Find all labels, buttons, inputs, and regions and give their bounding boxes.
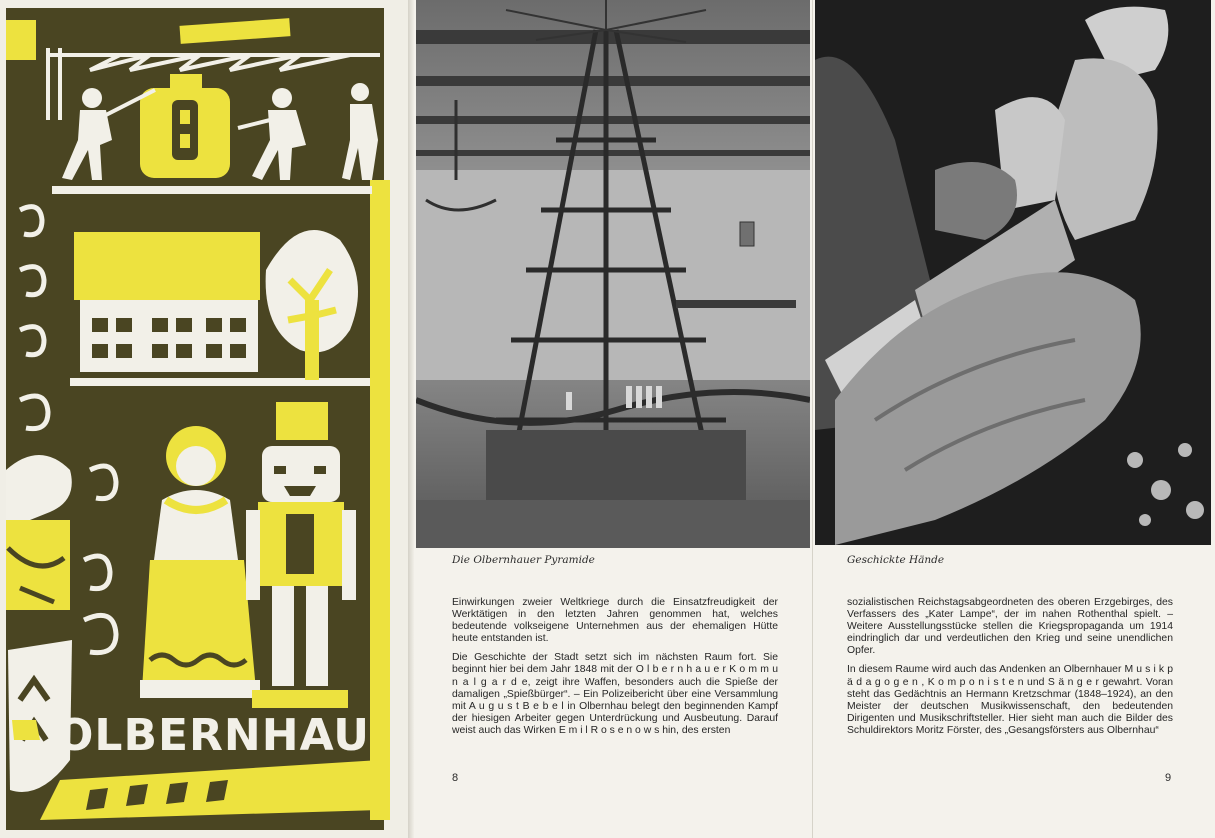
paragraph: Die Geschichte der Stadt setzt sich im nächsten Raum fort. Sie beginnt hier bei dem Jahr 1848 mit der O l b e r n h a u e r K o m m u n a l g a r d e, zeigt ihre Waffen, besonders auch die Spieße der damaligen „Spießbürger“. – Ein Polizeibericht über eine Versammlung mit A u g u s t B e b e l in Olbernhau belegt den beginnenden Kampf der hiesigen Arbeiter gegen Unterdrückung und Ausbeutung. Darauf weist auch das Wirken E m i l R o s e n o w s hin, des ersten [452, 652, 778, 736]
photo-caption-hands: Geschickte Hände [847, 554, 945, 566]
cover-title: OLBERNHAU [56, 710, 370, 761]
page-number: 9 [1165, 772, 1172, 784]
right-page-text [847, 597, 1173, 744]
carving-hands-photo [815, 0, 1211, 545]
wooden-horse-icon [6, 455, 72, 610]
page-right [812, 0, 1215, 838]
brochure-cover [0, 0, 408, 838]
page-number: 8 [452, 772, 459, 784]
photo-caption-pyramid: Die Olbernhauer Pyramide [452, 554, 595, 566]
paragraph: In diesem Raume wird auch das Andenken an Olbernhauer M u s i k p ä d a g o g e n , K o m p o n i s t e n und S ä n g e r gewahrt. Voran steht das Gedächtnis an Hermann Kretzschmar (1848–1924), an den Meister der deutschen Musikwissenschaft, den bedeutenden Dirigenten und Musikschriftsteller. Hier sieht man auch die Bilder des Schuldirektors Moritz Förster, des „Gesangsförsters aus Olbernhau“ [847, 664, 1173, 736]
left-page-text [452, 597, 778, 744]
paragraph: Einwirkungen zweier Weltkriege durch die Einsatzfreudigkeit der Werktätigen in den letzten Jahren genommen hat, welches bedeutende volkseigene Unternehmen aus der ehemaligen Hütte heute entstanden ist. [452, 597, 778, 645]
page-left [414, 0, 812, 838]
pyramid-photo [416, 0, 810, 548]
paragraph: sozialistischen Reichstagsabgeordneten des oberen Erzgebirges, des Verfassers des „Kater Lampe“, der im nahen Rothenthal spielt. – Weitere Ausstellungsstücke stellen die Kriegspropaganda um 1914 eindringlich dar und verdeutlichen den Krieg und seine unendlichen Opfer. [847, 597, 1173, 657]
